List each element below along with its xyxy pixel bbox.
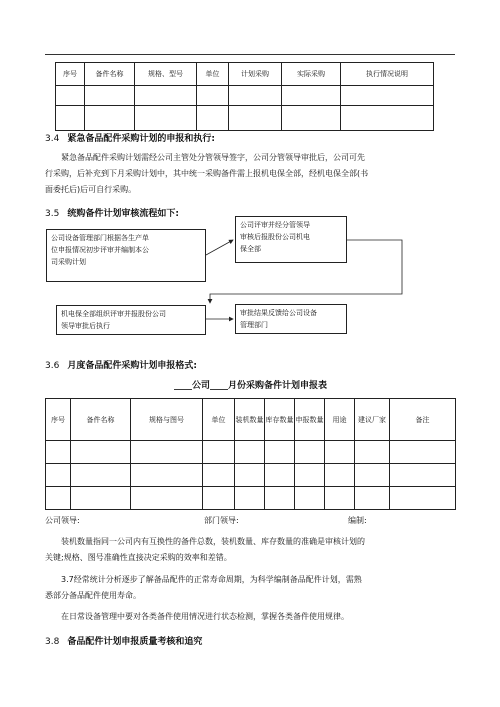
col-header: 用途 — [325, 399, 355, 441]
arrow-2 — [210, 240, 402, 303]
col-header: 单位 — [203, 399, 235, 441]
company-leader-label: 公司领导: — [45, 516, 80, 525]
form-title: ____公司____月份采购备件计划申报表 — [174, 381, 328, 391]
col-header: 序号 — [56, 63, 85, 86]
col-header: 实际采购 — [282, 63, 341, 86]
section-heading-3-8: 3.8 备品配件计划申报质量考核和追究 — [45, 637, 203, 647]
table-row — [46, 441, 456, 464]
col-header: 申报数量 — [295, 399, 325, 441]
flow-box-review: 公司评审并经分管领导 审核后报股份公司机电 保全部 — [235, 216, 347, 263]
col-header: 规格、型号 — [135, 63, 197, 86]
section-heading-3-4: 3.4 紧急备品配件采购计划的申报和执行: — [45, 134, 215, 144]
table-row — [46, 464, 456, 487]
col-header: 计划采购 — [229, 63, 282, 86]
note-paragraph-3-7: 3.7经常统计分析逐步了解备品配件的正常寿命周期，为科学编制备品配件计划，需熟 悉部分备品配件使用寿命。 — [45, 575, 362, 600]
col-header: 备件名称 — [85, 63, 135, 86]
col-header: 执行情况说明 — [341, 63, 434, 86]
editor-label: 编制: — [348, 516, 367, 525]
section-heading-3-6: 3.6 月度备品配件采购计划申报格式: — [45, 361, 197, 371]
section-3-4-text: 紧急备品配件采购计划需经公司主管处分管领导签字，公司分管领导审批后，公司可先 行采购，后补充到下月采购计划中，其中统一采购备件需上报机电保全部，经机电保全部(书 面委托后)后可自行采购。 — [45, 153, 369, 194]
col-header: 序号 — [46, 399, 71, 441]
col-header: 规格与图号 — [131, 399, 203, 441]
note-paragraph-2: 在日常设备管理中要对各类备件使用情况进行状态检测，掌握各类备件使用规律。 — [61, 612, 349, 621]
col-header: 备注 — [390, 399, 456, 441]
col-header: 库存数量 — [265, 399, 295, 441]
flow-box-plan: 公司设备管理部门根据各生产单 位申报情况初步评审并编制本公 司采购计划 — [46, 229, 206, 282]
col-header: 装机数量 — [235, 399, 265, 441]
arrow-1 — [206, 240, 233, 255]
monthly-plan-table — [45, 398, 456, 510]
col-header: 建议厂家 — [355, 399, 390, 441]
table-row — [46, 487, 456, 510]
dept-leader-label: 部门领导: — [204, 516, 239, 525]
col-header: 单位 — [197, 63, 229, 86]
flow-box-feedback: 审批结果反馈给公司设备 管理部门 — [235, 304, 347, 334]
col-header: 备件名称 — [71, 399, 131, 441]
note-paragraph-1: 装机数量指同一公司内有互换性的备件总数，装机数量、库存数量的准确是审核计划的 关键;规格、图号准确性直接决定采购的效率和差错。 — [45, 537, 365, 562]
section-heading-3-5: 3.5 统购备件计划审核流程如下: — [45, 209, 179, 219]
flow-box-approve: 机电保全部组织评审并报股份公司 领导审批后执行 — [56, 305, 206, 335]
